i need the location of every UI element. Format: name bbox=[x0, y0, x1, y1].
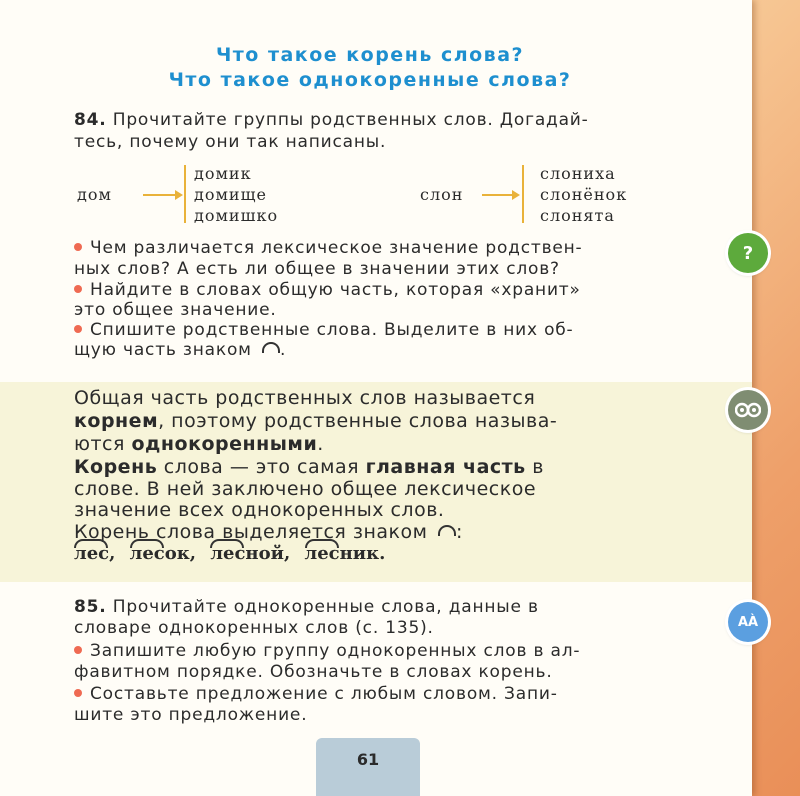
rule-line-2: корнем, поэтому родственные слова называ- bbox=[74, 410, 558, 432]
page-title-line2: Что такое однокоренные слова? bbox=[168, 69, 572, 91]
rule-line-1: Общая часть родственных слов называется bbox=[74, 387, 536, 409]
example-word-lesnik: лесник. bbox=[305, 543, 386, 564]
rule-line-3: ются однокоренными. bbox=[74, 433, 324, 455]
rule-line-4: Корень слова — это самая главная часть в bbox=[74, 456, 544, 478]
example-word-lesok: лесок, bbox=[130, 543, 196, 564]
ex85-line1: 85. Прочитайте однокоренные слова, данные в bbox=[74, 597, 539, 617]
ex84-question-2-line1: Найдите в словах общую часть, которая «хранит» bbox=[74, 280, 581, 300]
page-title-line1: Что такое корень слова? bbox=[215, 44, 525, 66]
root-arc-icon bbox=[305, 539, 339, 548]
ex84-question-2-line2: это общее значение. bbox=[74, 300, 277, 320]
example-word-lesnoy: лесной, bbox=[210, 543, 290, 564]
root-arc-icon bbox=[438, 525, 456, 536]
question-icon: ? bbox=[728, 233, 768, 273]
root-arc-icon bbox=[262, 342, 280, 353]
bullet-icon bbox=[74, 646, 82, 654]
root-arc-icon bbox=[130, 539, 164, 548]
rule-examples bbox=[74, 543, 393, 564]
group2-bracket bbox=[522, 165, 524, 223]
group2-word-3: слонята bbox=[540, 206, 615, 225]
group1-arrow bbox=[143, 194, 181, 196]
group1-word-2: домище bbox=[194, 185, 267, 204]
ex85-task-2-line2: шите это предложение. bbox=[74, 705, 308, 725]
group1-bracket bbox=[184, 165, 186, 223]
ex85-task-1-line1: Запишите любую группу однокоренных слов в ал- bbox=[74, 641, 580, 661]
bullet-icon bbox=[74, 325, 82, 333]
page-number: 61 bbox=[316, 738, 420, 796]
group2-word-2: слонёнок bbox=[540, 185, 628, 204]
ex85-task-2-line1: Составьте предложение с любым словом. Запи- bbox=[74, 684, 558, 704]
group2-arrow bbox=[482, 194, 518, 196]
group1-word-1: домик bbox=[194, 164, 252, 183]
ex84-intro-line1: 84. Прочитайте группы родственных слов. Догадай- bbox=[74, 110, 589, 130]
dictionary-icon: AÀ bbox=[728, 602, 768, 642]
ex85-line2: словаре однокоренных слов (с. 135). bbox=[74, 618, 434, 638]
ex84-number: 84. bbox=[74, 110, 107, 130]
root-arc-icon bbox=[74, 539, 108, 548]
group1-word-3: домишко bbox=[194, 206, 279, 225]
bullet-icon bbox=[74, 689, 82, 697]
group2-base-word: слон bbox=[420, 185, 464, 204]
owl-icon bbox=[728, 390, 768, 430]
rule-line-6: значение всех однокоренных слов. bbox=[74, 499, 445, 521]
example-word-les: лес, bbox=[74, 543, 115, 564]
bullet-icon bbox=[74, 243, 82, 251]
rule-line-7: Корень слова выделяется знаком : bbox=[74, 521, 463, 543]
ex84-question-1-line1: Чем различается лексическое значение родствен- bbox=[74, 238, 583, 258]
group1-base-word: дом bbox=[77, 185, 112, 204]
ex85-number: 85. bbox=[74, 597, 107, 617]
ex84-intro-line2: тесь, почему они так написаны. bbox=[74, 132, 387, 152]
ex84-question-3-line2: щую часть знаком . bbox=[74, 340, 287, 360]
ex84-question-3-line1: Спишите родственные слова. Выделите в них об- bbox=[74, 320, 574, 340]
ex84-question-1-line2: ных слов? А есть ли общее в значении этих слов? bbox=[74, 259, 560, 279]
ex85-task-1-line2: фавитном порядке. Обозначьте в словах корень. bbox=[74, 662, 553, 682]
bullet-icon bbox=[74, 285, 82, 293]
root-arc-icon bbox=[210, 539, 244, 548]
group2-word-1: слониха bbox=[540, 164, 616, 183]
rule-line-5: слове. В ней заключено общее лексическое bbox=[74, 478, 537, 500]
